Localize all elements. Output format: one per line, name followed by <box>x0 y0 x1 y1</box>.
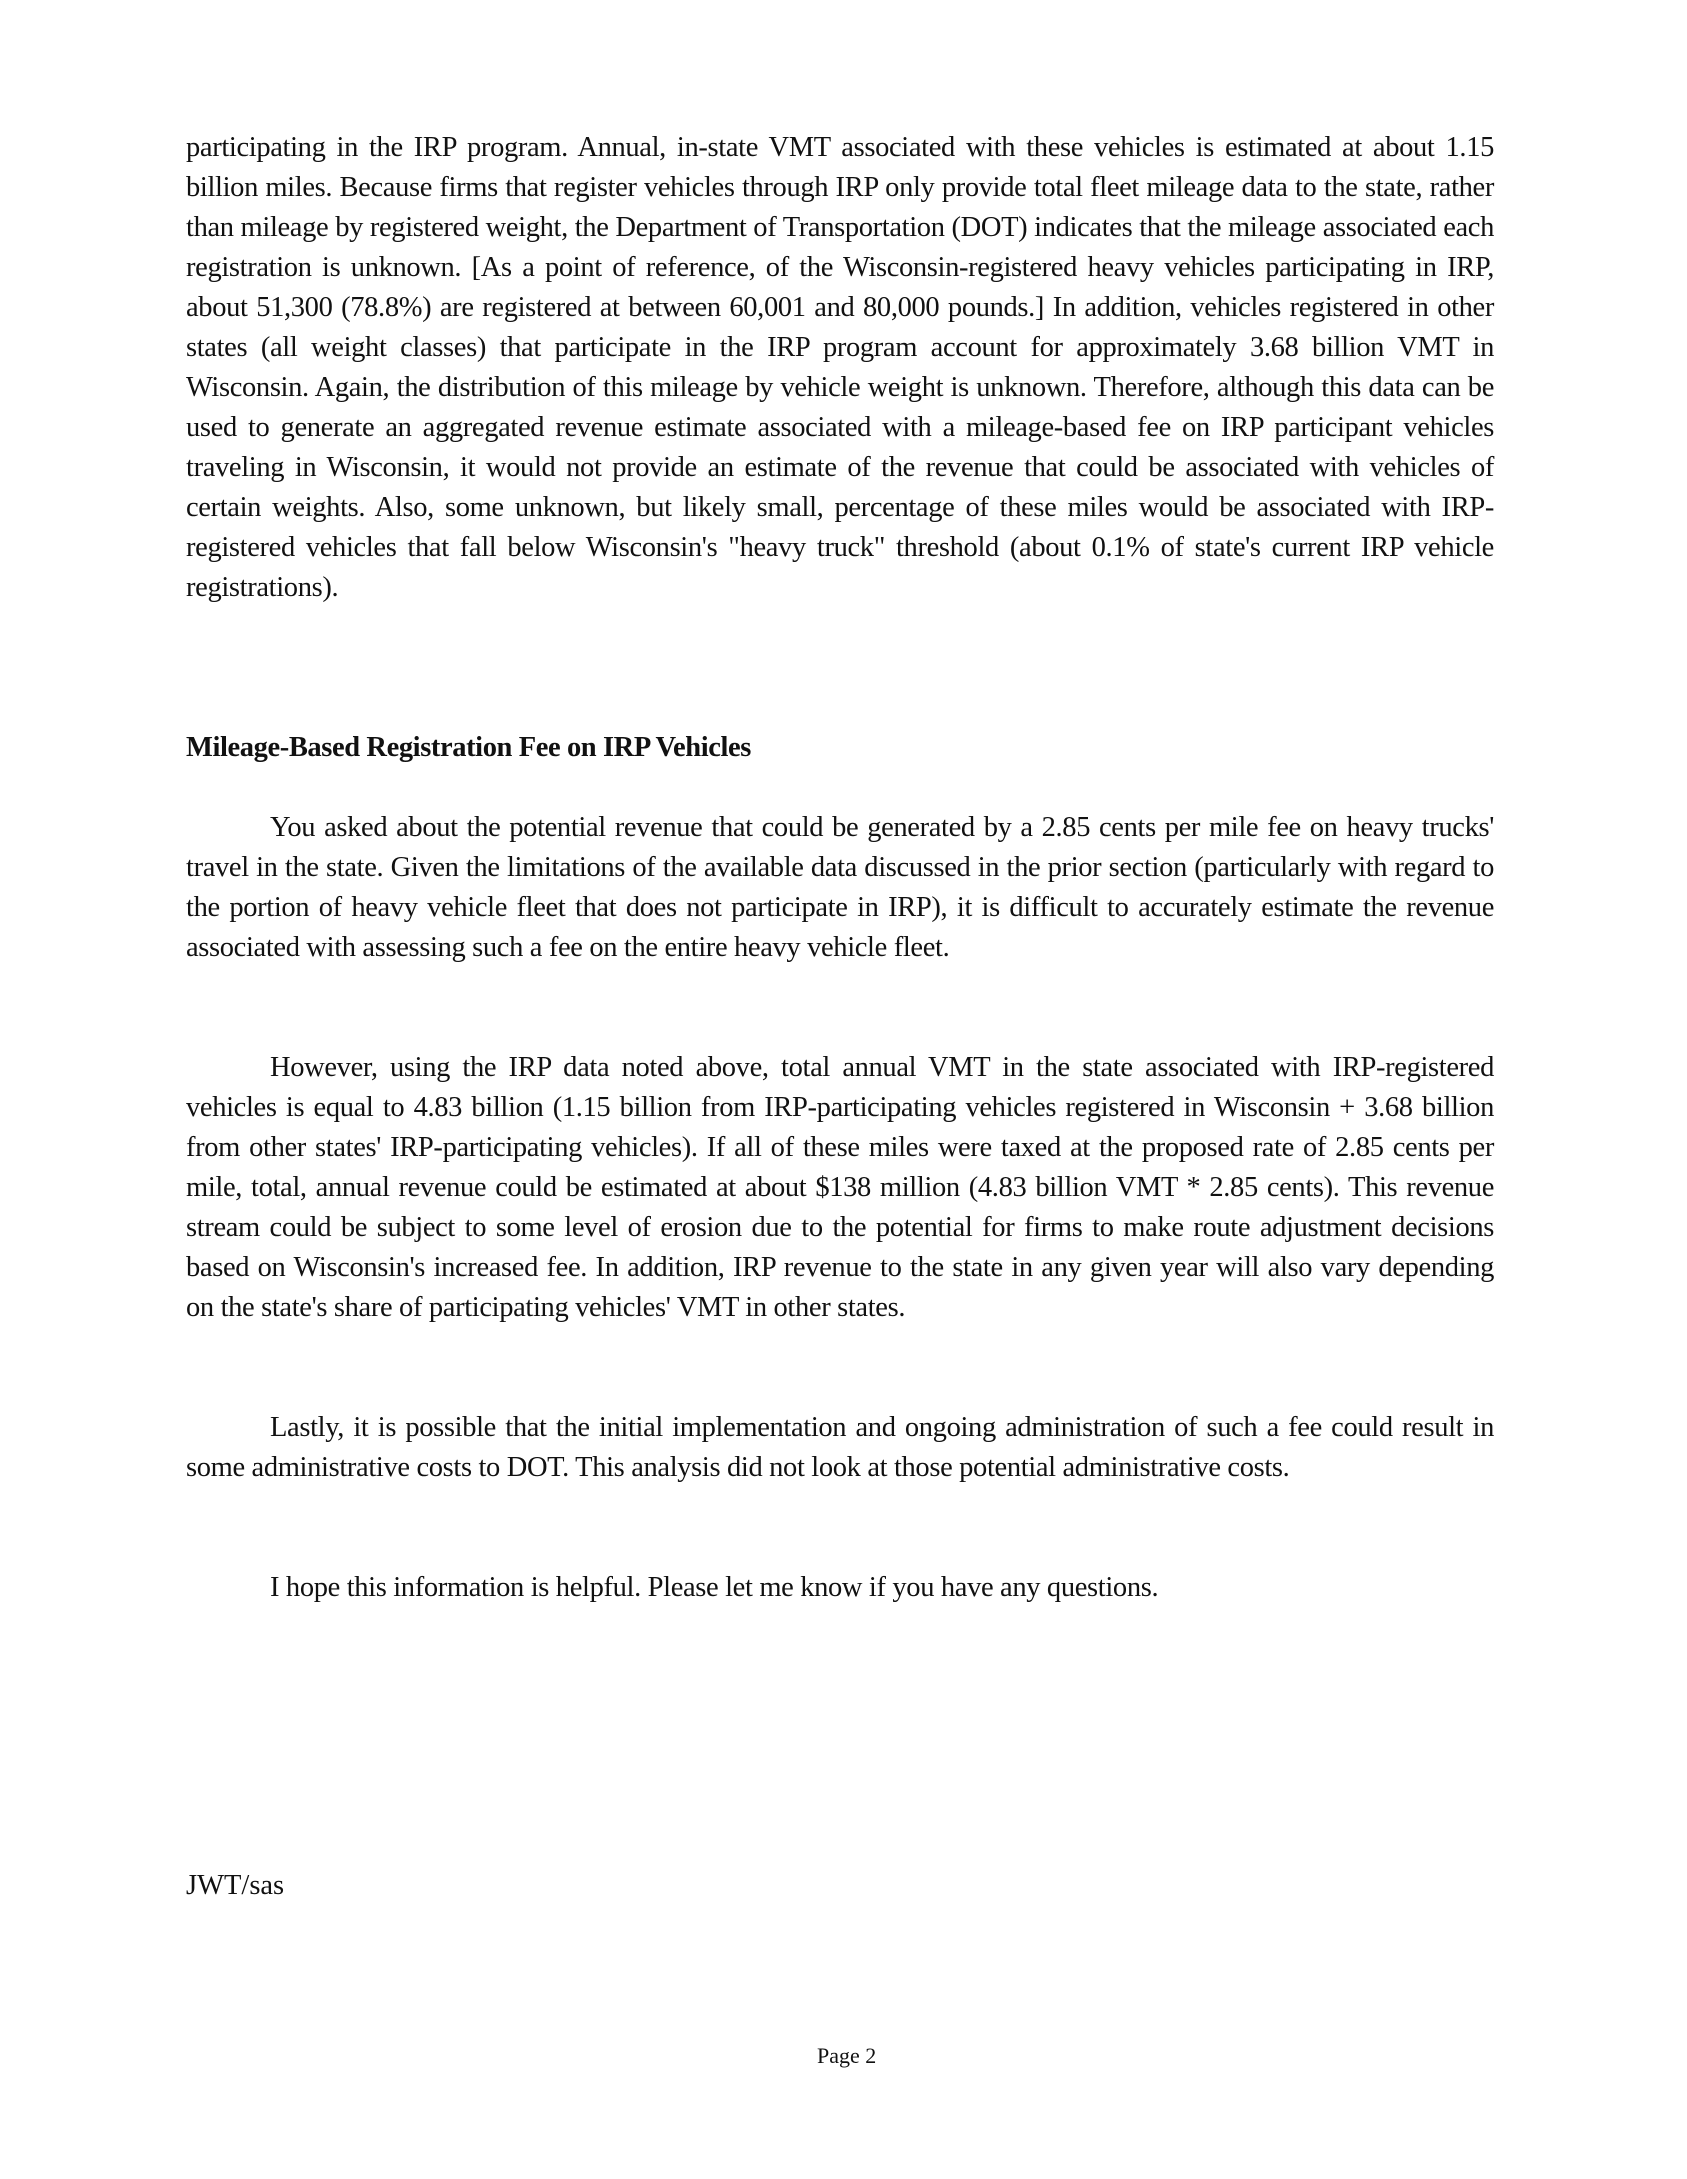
section-heading: Mileage-Based Registration Fee on IRP Vehicles <box>186 732 751 763</box>
paragraph-revenue-question: You asked about the potential revenue that could be generated by a 2.85 cents per mile fee on heavy trucks' travel in the state. Given the limitations of the available data discussed in the prior section (particularly with regard to the portion of heavy vehicle fleet that does not participate in IRP), it is difficult to accurately estimate the revenue associated with assessing such a fee on the entire heavy vehicle fleet. <box>186 812 1494 963</box>
paragraph-revenue-estimate: However, using the IRP data noted above, total annual VMT in the state associated with IRP-registered vehicles is equal to 4.83 billion (1.15 billion from IRP-participating vehicles registered in Wisconsin + 3.68 billion from other states' IRP-participating vehicles). If all of these miles were taxed at the proposed rate of 2.85 cents per mile, total, annual revenue could be estimated at about $138 million (4.83 billion VMT * 2.85 cents). This revenue stream could be subject to some level of erosion due to the potential for firms to make route adjustment decisions based on Wisconsin's increased fee. In addition, IRP revenue to the state in any given year will also vary depending on the state's share of participating vehicles' VMT in other states. <box>186 1052 1494 1323</box>
author-initials: JWT/sas <box>186 1870 285 1901</box>
page-number: Page 2 <box>817 2043 877 2068</box>
paragraph-irp-mileage-data: participating in the IRP program. Annual, in-state VMT associated with these vehicles is estimated at about 1.15 billion miles. Because firms that register vehicles through IRP only provide total fleet mileage data to the state, rather than mileage by registered weight, the Department of Transportation (DOT) indicates that the mileage associated each registration is unknown. [As a point of reference, of the Wisconsin-registered heavy vehicles participating in IRP, about 51,300 (78.8%) are registered at between 60,001 and 80,000 pounds.] In addition, vehicles registered in other states (all weight classes) that participate in the IRP program account for approximately 3.68 billion VMT in Wisconsin. Again, the distribution of this mileage by vehicle weight is unknown. Therefore, although this data can be used to generate an aggregated revenue estimate associated with a mileage-based fee on IRP participant vehicles traveling in Wisconsin, it would not provide an estimate of the revenue that could be associated with vehicles of certain weights. Also, some unknown, but likely small, percentage of these miles would be associated with IRP-registered vehicles that fall below Wisconsin's "heavy truck" threshold (about 0.1% of state's current IRP vehicle registrations). <box>186 132 1494 603</box>
paragraph-administrative-costs: Lastly, it is possible that the initial implementation and ongoing administration of such a fee could result in some administrative costs to DOT. This analysis did not look at those potential administrative costs. <box>186 1412 1494 1483</box>
paragraph-closing: I hope this information is helpful. Please let me know if you have any questions. <box>270 1572 1159 1603</box>
